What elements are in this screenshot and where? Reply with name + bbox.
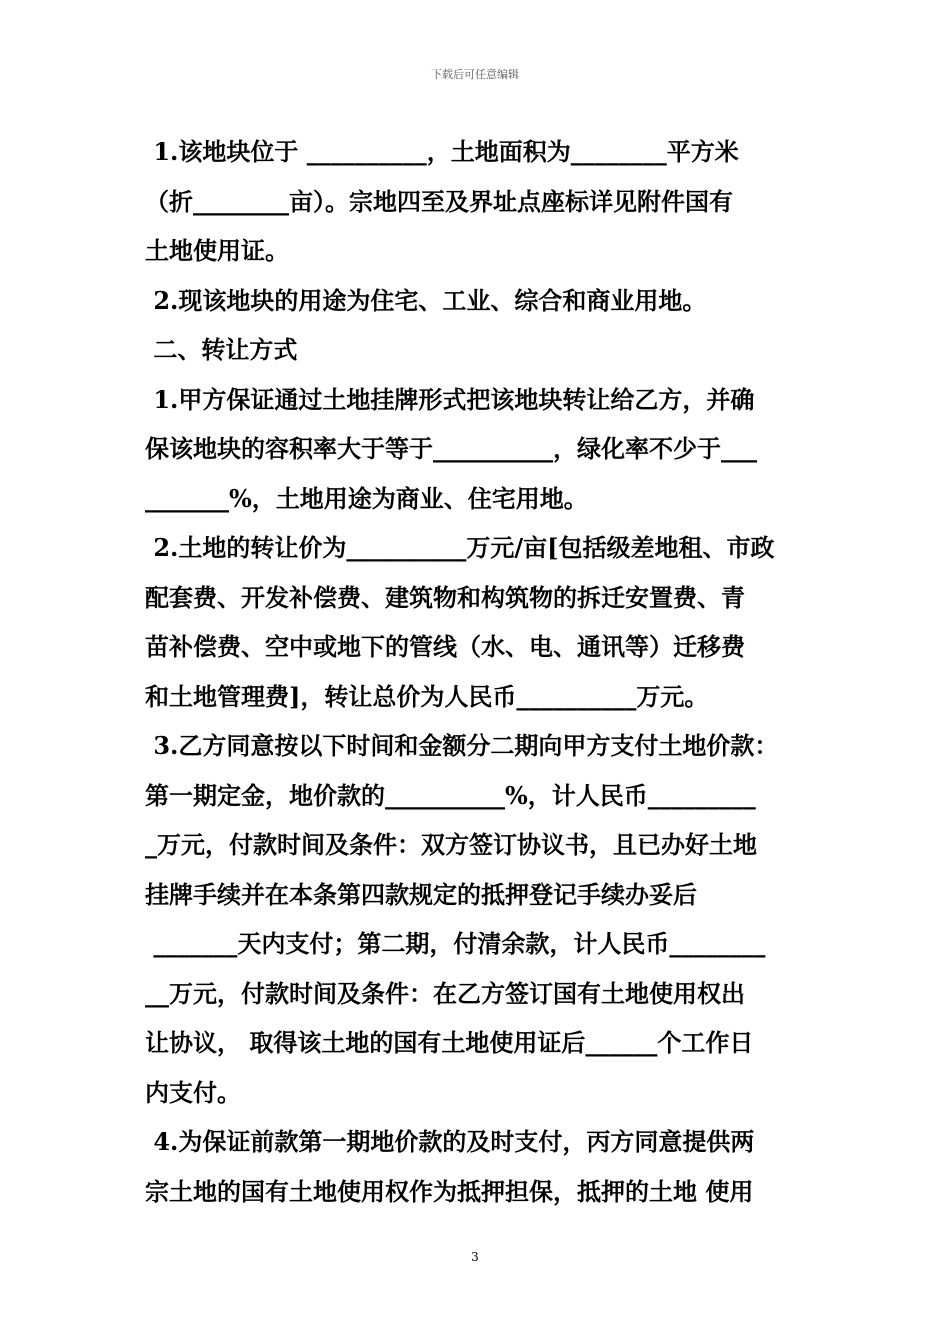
body-line: 苗补偿费、空中或地下的管线（水、电、通讯等）迁移费: [145, 632, 745, 661]
body-line: _万元，付款时间及条件：双方签订协议书，且已办好土地: [145, 830, 757, 859]
body-line: 3.乙方同意按以下时间和金额分二期向甲方支付土地价款：: [145, 731, 779, 760]
body-line: 2.现该地块的用途为住宅、工业、综合和商业用地。: [145, 285, 707, 315]
body-line: （折________亩）。宗地四至及界址点座标详见附件国有: [145, 186, 733, 216]
body-line: 挂牌手续并在本条第四款规定的抵押登记手续办妥后: [145, 879, 697, 909]
body-line: 保该地块的容积率大于等于__________，绿化率不少于___: [145, 434, 757, 463]
section-heading: 二、转让方式: [145, 335, 298, 364]
body-line: 4.为保证前款第一期地价款的及时支付，丙方同意提供两: [145, 1127, 755, 1156]
body-line: 第一期定金，地价款的__________%，计人民币_________: [145, 780, 756, 810]
body-line: 宗土地的国有土地使用权作为抵押担保，抵押的土地 使用: [145, 1176, 754, 1206]
body-line: __万元，付款时间及条件：在乙方签订国有土地使用权出: [145, 978, 745, 1008]
body-text: [145, 127, 817, 1216]
body-line: 配套费、开发补偿费、建筑物和构筑物的拆迁安置费、青: [145, 582, 745, 612]
body-line: 2.土地的转让价为__________万元/亩[包括级差地租、市政: [145, 533, 775, 562]
body-line: _______%，土地用途为商业、住宅用地。: [145, 483, 588, 513]
body-line: 让协议， 取得该土地的国有土地使用证后______个工作日: [145, 1028, 754, 1057]
body-line: 1.该地块位于 __________，土地面积为________平方米: [145, 137, 739, 166]
body-line: 1.甲方保证通过土地挂牌形式把该地块转让给乙方，并确: [145, 384, 755, 414]
body-line: 内支付。: [145, 1077, 241, 1107]
body-line: 和土地管理费]，转让总价为人民币__________万元。: [145, 681, 709, 711]
body-line: _______天内支付；第二期，付清余款，计人民币________: [145, 929, 766, 958]
page-number: 3: [471, 1250, 479, 1264]
page-header: 下载后可任意编辑: [431, 68, 519, 81]
body-line: 土地使用证。: [145, 236, 289, 265]
